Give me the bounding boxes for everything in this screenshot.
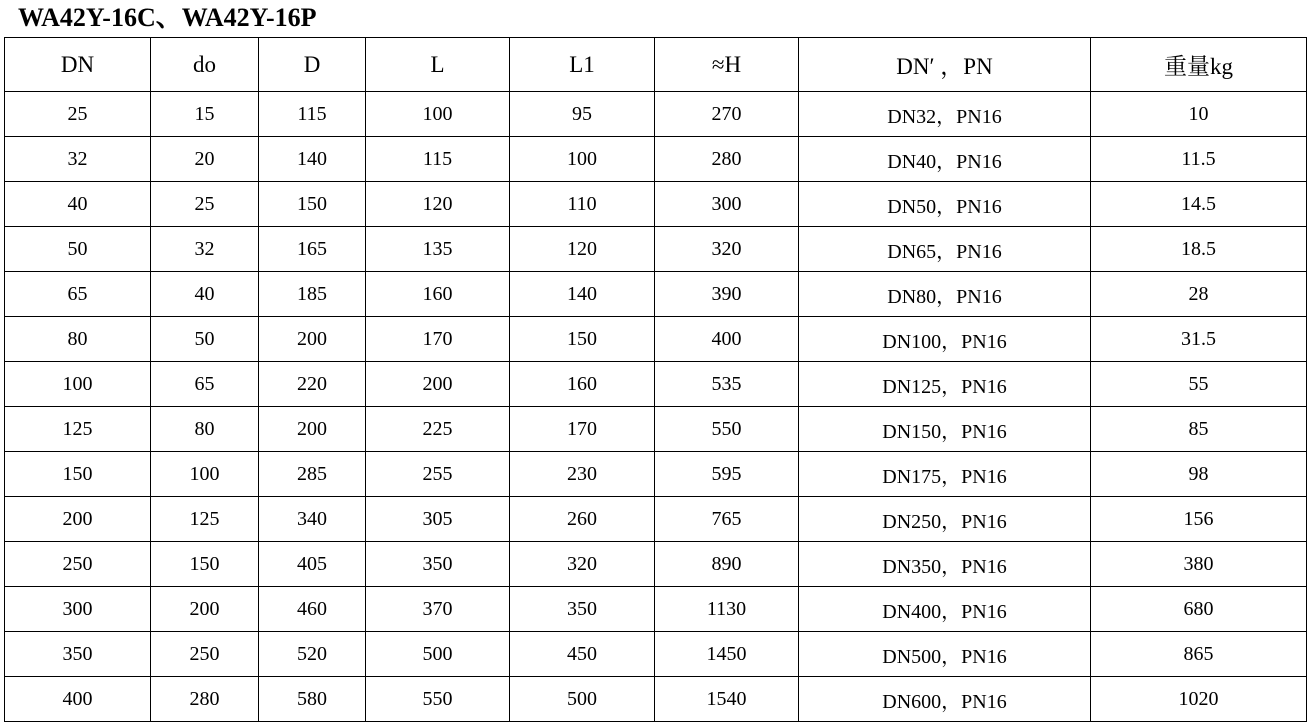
cell-l1: 500 bbox=[510, 677, 655, 722]
cell-dn-pn: DN250，PN16 bbox=[799, 497, 1091, 542]
cell-dn: 50 bbox=[5, 227, 151, 272]
cell-h: 400 bbox=[655, 317, 799, 362]
cell-do: 40 bbox=[151, 272, 259, 317]
cell-l: 255 bbox=[366, 452, 510, 497]
table-row bbox=[5, 407, 1307, 452]
header-row bbox=[5, 38, 1307, 92]
cell-h: 280 bbox=[655, 137, 799, 182]
cell-do: 125 bbox=[151, 497, 259, 542]
cell-weight: 865 bbox=[1091, 632, 1307, 677]
cell-dn-pn: DN175，PN16 bbox=[799, 452, 1091, 497]
cell-h: 765 bbox=[655, 497, 799, 542]
cell-h: 320 bbox=[655, 227, 799, 272]
cell-dn-pn: DN65，PN16 bbox=[799, 227, 1091, 272]
cell-l1: 160 bbox=[510, 362, 655, 407]
cell-l1: 140 bbox=[510, 272, 655, 317]
cell-d: 165 bbox=[259, 227, 366, 272]
cell-do: 32 bbox=[151, 227, 259, 272]
cell-dn: 32 bbox=[5, 137, 151, 182]
cell-do: 15 bbox=[151, 92, 259, 137]
cell-l1: 350 bbox=[510, 587, 655, 632]
cell-l: 160 bbox=[366, 272, 510, 317]
cell-l: 120 bbox=[366, 182, 510, 227]
table-row bbox=[5, 272, 1307, 317]
cell-l: 170 bbox=[366, 317, 510, 362]
cell-dn: 300 bbox=[5, 587, 151, 632]
cell-dn: 100 bbox=[5, 362, 151, 407]
cell-dn: 400 bbox=[5, 677, 151, 722]
table-row bbox=[5, 632, 1307, 677]
cell-l: 225 bbox=[366, 407, 510, 452]
cell-dn-pn: DN80，PN16 bbox=[799, 272, 1091, 317]
cell-d: 285 bbox=[259, 452, 366, 497]
cell-weight: 1020 bbox=[1091, 677, 1307, 722]
cell-dn-pn: DN40，PN16 bbox=[799, 137, 1091, 182]
table-row bbox=[5, 317, 1307, 362]
cell-dn-pn: DN400，PN16 bbox=[799, 587, 1091, 632]
cell-do: 250 bbox=[151, 632, 259, 677]
cell-l: 135 bbox=[366, 227, 510, 272]
cell-l1: 95 bbox=[510, 92, 655, 137]
cell-l1: 170 bbox=[510, 407, 655, 452]
cell-dn-pn: DN500，PN16 bbox=[799, 632, 1091, 677]
table-row bbox=[5, 362, 1307, 407]
cell-do: 50 bbox=[151, 317, 259, 362]
cell-h: 1130 bbox=[655, 587, 799, 632]
cell-l1: 150 bbox=[510, 317, 655, 362]
column-header-dn-pn: DN′ ，PN bbox=[799, 38, 1091, 92]
cell-weight: 31.5 bbox=[1091, 317, 1307, 362]
cell-dn-pn: DN32，PN16 bbox=[799, 92, 1091, 137]
table-row bbox=[5, 182, 1307, 227]
column-header-weight: 重量kg bbox=[1091, 38, 1307, 92]
cell-dn: 200 bbox=[5, 497, 151, 542]
cell-dn: 350 bbox=[5, 632, 151, 677]
cell-dn: 150 bbox=[5, 452, 151, 497]
cell-weight: 18.5 bbox=[1091, 227, 1307, 272]
column-header-h: ≈H bbox=[655, 38, 799, 92]
cell-d: 520 bbox=[259, 632, 366, 677]
cell-dn-pn: DN150，PN16 bbox=[799, 407, 1091, 452]
cell-l: 305 bbox=[366, 497, 510, 542]
cell-h: 890 bbox=[655, 542, 799, 587]
cell-do: 65 bbox=[151, 362, 259, 407]
cell-do: 80 bbox=[151, 407, 259, 452]
cell-dn: 80 bbox=[5, 317, 151, 362]
cell-dn-pn: DN125，PN16 bbox=[799, 362, 1091, 407]
cell-d: 150 bbox=[259, 182, 366, 227]
cell-h: 595 bbox=[655, 452, 799, 497]
table-row bbox=[5, 137, 1307, 182]
cell-weight: 85 bbox=[1091, 407, 1307, 452]
cell-l: 370 bbox=[366, 587, 510, 632]
cell-dn-pn: DN600，PN16 bbox=[799, 677, 1091, 722]
column-header-d: D bbox=[259, 38, 366, 92]
spec-table bbox=[4, 37, 1307, 722]
cell-l: 550 bbox=[366, 677, 510, 722]
cell-l: 500 bbox=[366, 632, 510, 677]
table-row bbox=[5, 497, 1307, 542]
cell-h: 1450 bbox=[655, 632, 799, 677]
cell-weight: 10 bbox=[1091, 92, 1307, 137]
cell-dn-pn: DN350，PN16 bbox=[799, 542, 1091, 587]
cell-d: 200 bbox=[259, 317, 366, 362]
cell-l1: 100 bbox=[510, 137, 655, 182]
cell-d: 580 bbox=[259, 677, 366, 722]
cell-weight: 11.5 bbox=[1091, 137, 1307, 182]
cell-weight: 28 bbox=[1091, 272, 1307, 317]
column-header-dn: DN bbox=[5, 38, 151, 92]
cell-l1: 320 bbox=[510, 542, 655, 587]
cell-l: 350 bbox=[366, 542, 510, 587]
cell-l1: 110 bbox=[510, 182, 655, 227]
cell-d: 405 bbox=[259, 542, 366, 587]
cell-h: 1540 bbox=[655, 677, 799, 722]
table-row bbox=[5, 587, 1307, 632]
cell-l1: 230 bbox=[510, 452, 655, 497]
column-header-do: do bbox=[151, 38, 259, 92]
table-body bbox=[5, 92, 1307, 722]
cell-dn: 125 bbox=[5, 407, 151, 452]
table-row bbox=[5, 452, 1307, 497]
cell-do: 150 bbox=[151, 542, 259, 587]
cell-weight: 156 bbox=[1091, 497, 1307, 542]
cell-weight: 380 bbox=[1091, 542, 1307, 587]
cell-do: 100 bbox=[151, 452, 259, 497]
cell-l1: 120 bbox=[510, 227, 655, 272]
cell-weight: 98 bbox=[1091, 452, 1307, 497]
cell-dn-pn: DN50，PN16 bbox=[799, 182, 1091, 227]
cell-weight: 14.5 bbox=[1091, 182, 1307, 227]
cell-do: 200 bbox=[151, 587, 259, 632]
cell-h: 270 bbox=[655, 92, 799, 137]
cell-h: 300 bbox=[655, 182, 799, 227]
cell-l1: 260 bbox=[510, 497, 655, 542]
cell-weight: 680 bbox=[1091, 587, 1307, 632]
cell-do: 280 bbox=[151, 677, 259, 722]
table-row bbox=[5, 92, 1307, 137]
cell-dn: 25 bbox=[5, 92, 151, 137]
cell-d: 460 bbox=[259, 587, 366, 632]
cell-l: 100 bbox=[366, 92, 510, 137]
page-title: WA42Y-16C、WA42Y-16P bbox=[18, 3, 317, 32]
column-header-l1: L1 bbox=[510, 38, 655, 92]
cell-h: 390 bbox=[655, 272, 799, 317]
cell-weight: 55 bbox=[1091, 362, 1307, 407]
cell-d: 140 bbox=[259, 137, 366, 182]
table-row bbox=[5, 677, 1307, 722]
cell-l1: 450 bbox=[510, 632, 655, 677]
cell-h: 535 bbox=[655, 362, 799, 407]
cell-h: 550 bbox=[655, 407, 799, 452]
cell-dn: 65 bbox=[5, 272, 151, 317]
cell-dn-pn: DN100，PN16 bbox=[799, 317, 1091, 362]
table-row bbox=[5, 227, 1307, 272]
cell-d: 200 bbox=[259, 407, 366, 452]
column-header-l: L bbox=[366, 38, 510, 92]
cell-l: 200 bbox=[366, 362, 510, 407]
cell-d: 340 bbox=[259, 497, 366, 542]
cell-l: 115 bbox=[366, 137, 510, 182]
cell-do: 25 bbox=[151, 182, 259, 227]
table-row bbox=[5, 542, 1307, 587]
cell-do: 20 bbox=[151, 137, 259, 182]
cell-dn: 40 bbox=[5, 182, 151, 227]
cell-dn: 250 bbox=[5, 542, 151, 587]
cell-d: 115 bbox=[259, 92, 366, 137]
cell-d: 220 bbox=[259, 362, 366, 407]
cell-d: 185 bbox=[259, 272, 366, 317]
